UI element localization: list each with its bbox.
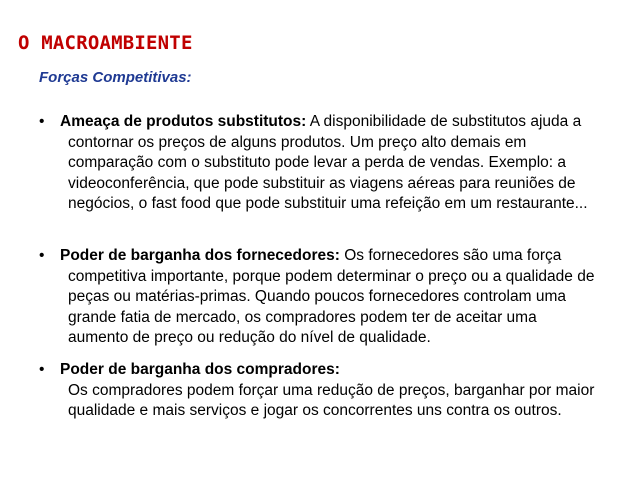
bullet-text: A disponibilidade de substitutos ajuda a contornar os preços de alguns produtos. Um preço alto demais em comparação com o substituto pode levar a perda de vendas. Exemplo: a videoconferência, que pode substituir as viagens aéreas para reuniões de negócios, o fast food que pode substituir uma refeição em um restaurante... — [68, 113, 588, 212]
bullet-icon: • — [39, 113, 45, 130]
bullet-text: Os fornecedores são uma força competitiva importante, porque podem determinar o preço ou a qualidade de peças ou matérias-primas. Quando poucos fornecedores controlam uma grande fatia de mercado, os compradores podem ter de aceitar uma aumento de preço ou redução do nível de qualidade. — [68, 247, 595, 346]
bullet-term: Poder de barganha dos fornecedores: — [60, 247, 340, 264]
bullet-icon: • — [39, 247, 45, 264]
section-subtitle: Forças Competitivas: — [39, 69, 192, 86]
slide-title: O MACROAMBIENTE — [18, 32, 193, 54]
list-item — [30, 112, 600, 215]
bullet-term: Poder de barganha dos compradores: — [60, 361, 340, 378]
bullet-icon: • — [39, 361, 45, 378]
bullet-term: Ameaça de produtos substitutos: — [60, 113, 307, 130]
list-item — [30, 246, 600, 349]
bullet-list-item-1-wrap — [30, 112, 600, 215]
bullet-text: Os compradores podem forçar uma redução de preços, barganhar por maior qualidade e mais serviços e jogar os concorrentes uns contra os outros. — [68, 381, 595, 419]
bullet-list-item-2-wrap — [30, 246, 600, 349]
list-item — [30, 360, 600, 422]
bullet-list-item-3-wrap — [30, 360, 600, 422]
